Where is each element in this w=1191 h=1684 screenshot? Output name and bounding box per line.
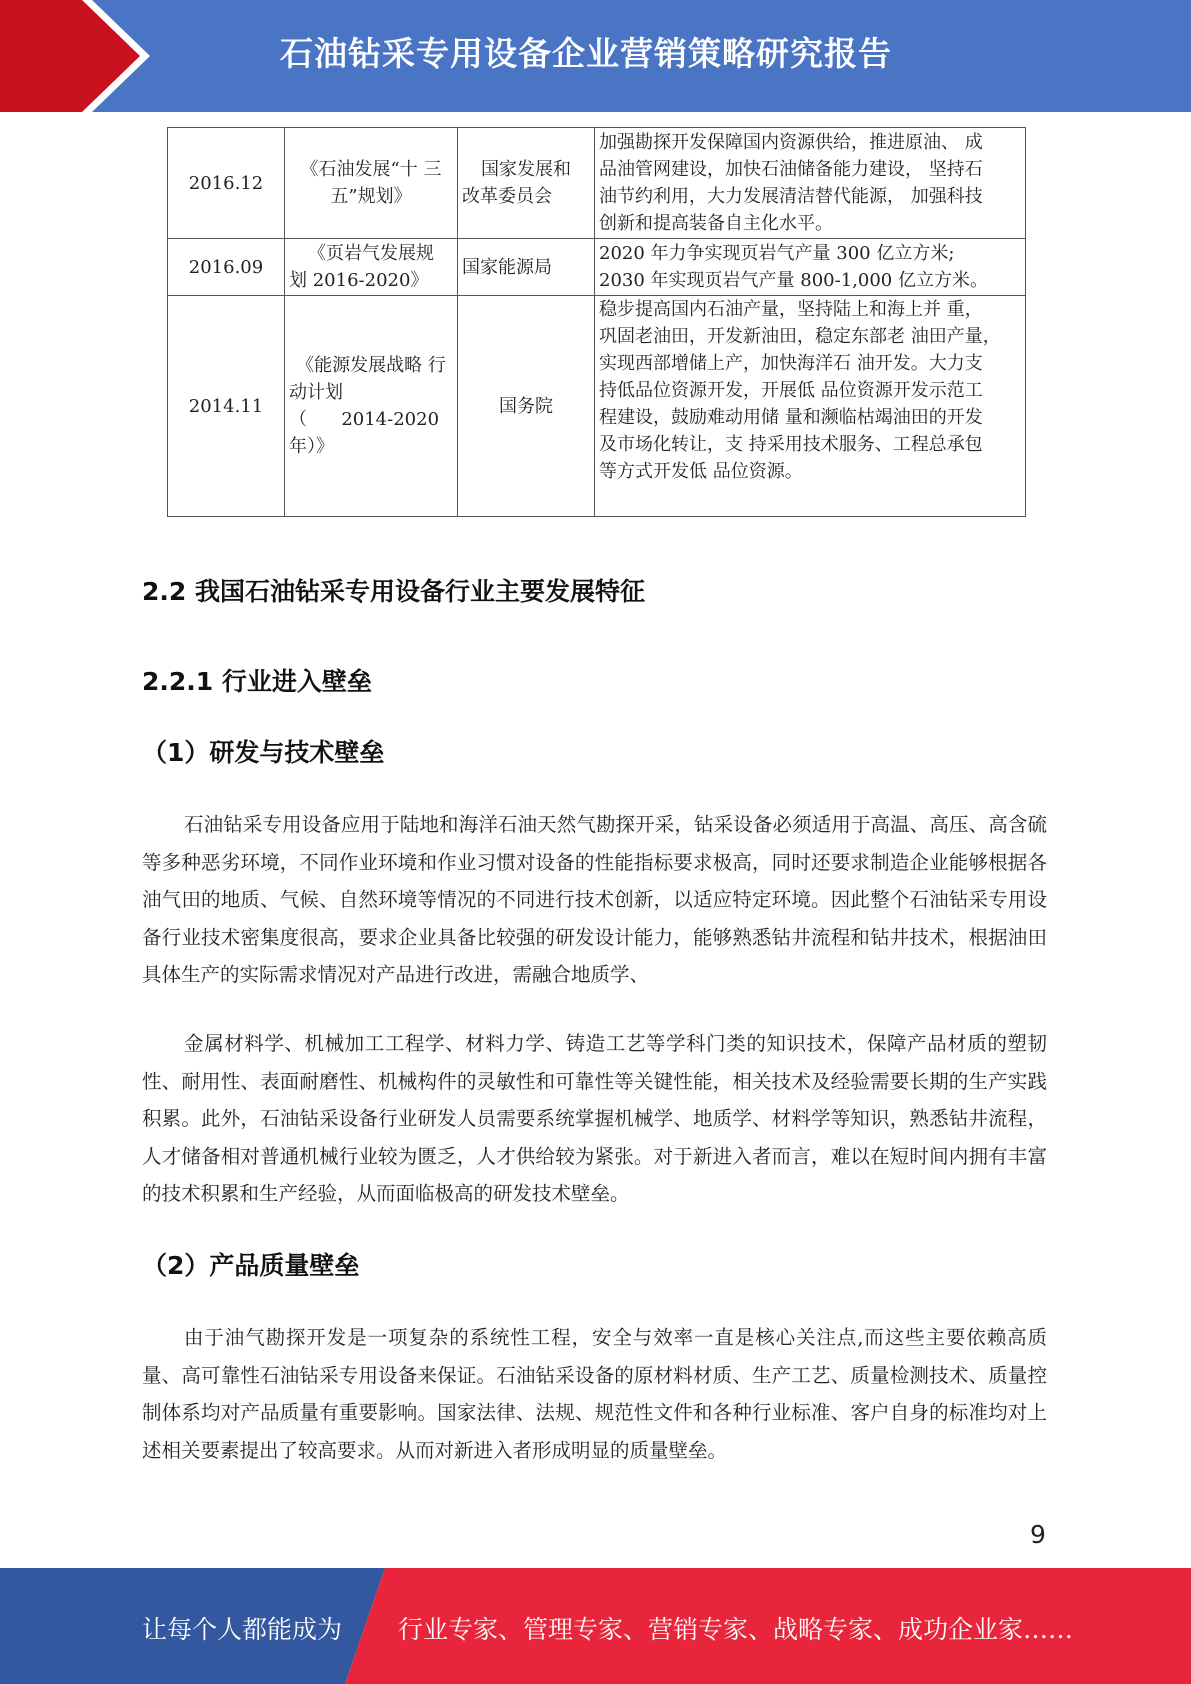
report-title: 石油钻采专用设备企业营销策略研究报告 — [280, 34, 892, 73]
table-row — [168, 296, 1026, 517]
paragraph-text: 由于油气勘探开发是一项复杂的系统性工程，安全与效率一直是核心关注点,而这些主要依赖高质量、高可靠性石油钻采专用设备来保证。石油钻采设备的原材料材质、生产工艺、质量检测技术、质量控制体系均对产品质量有重要影响。国家法律、法规、规范性文件和各种行业标准、客户自身的标准均对上述相关要素提出了较高要求。从而对新进入者形成明显的质量壁垒。 — [142, 1326, 1047, 1462]
cell-date: 2016.12 — [168, 128, 285, 239]
org-line: 改革委员会 — [462, 186, 552, 207]
cell-document — [285, 296, 458, 517]
table-row — [168, 239, 1026, 296]
content-line: 实现西部增储上产，加快海洋石 油开发。大力支 — [599, 353, 983, 374]
section-heading-2-2-1: 2.2.1 行业进入壁垒 — [142, 667, 372, 696]
content-line: 持低品位资源开发，开展低 品位资源开发示范工 — [599, 380, 983, 401]
doc-line: 《页岩气发展规 — [308, 243, 434, 264]
doc-line: 《石油发展“十 三 — [300, 159, 442, 180]
cell-content — [595, 128, 1026, 239]
footer-slogan-right: 行业专家、管理专家、营销专家、战略专家、成功企业家…… — [398, 1615, 1074, 1644]
cell-content — [595, 296, 1026, 517]
content-line: 创新和提高装备自主化水平。 — [599, 213, 833, 234]
cell-date: 2014.11 — [168, 296, 285, 517]
paragraph-rd-1 — [142, 806, 1047, 994]
doc-line: 《能源发展战略 行 — [296, 355, 446, 376]
cell-organization — [458, 239, 595, 296]
cell-document — [285, 239, 458, 296]
footer-slogan-left: 让每个人都能成为 — [142, 1615, 343, 1644]
paragraph-text: 石油钻采专用设备应用于陆地和海洋石油天然气勘探开采，钻采设备必须适用于高温、高压、高含硫等多种恶劣环境，不同作业环境和作业习惯对设备的性能指标要求极高，同时还要求制造企业能够根据各油气田的地质、气候、自然环境等情况的不同进行技术创新，以适应特定环境。因此整个石油钻采专用设备行业技术密集度很高，要求企业具备比较强的研发设计能力，能够熟悉钻井流程和钻井技术，根据油田具体生产的实际需求情况对产品进行改进，需融合地质学、 — [142, 813, 1047, 986]
content-line: 2020 年力争实现页岩气产量 300 亿立方米; — [599, 243, 955, 264]
content-line: 品油管网建设，加快石油储备能力建设， 坚持石 — [599, 159, 983, 180]
section-heading-2-2: 2.2 我国石油钻采专用设备行业主要发展特征 — [142, 577, 645, 606]
paragraph-quality — [142, 1319, 1047, 1469]
doc-line: 年）》 — [289, 436, 334, 457]
cell-organization — [458, 128, 595, 239]
content-line: 及市场化转让，支 持采用技术服务、工程总承包 — [599, 434, 983, 455]
cell-document — [285, 128, 458, 239]
paragraph-rd-2 — [142, 1025, 1047, 1213]
cell-content — [595, 239, 1026, 296]
header-chevron-decoration — [0, 0, 160, 112]
org-line: 国家能源局 — [462, 256, 552, 278]
cell-date: 2016.09 — [168, 239, 285, 296]
subheading-quality-barrier: （2）产品质量壁垒 — [142, 1251, 360, 1280]
content-line: 2030 年实现页岩气产量 800-1,000 亿立方米。 — [599, 270, 988, 291]
doc-line: 动计划 — [289, 382, 343, 403]
content-line: 油节约利用，大力发展清洁替代能源， 加强科技 — [599, 186, 983, 207]
cell-organization — [458, 296, 595, 517]
doc-line: 划 2016-2020》 — [289, 270, 429, 291]
report-footer — [0, 1568, 1191, 1684]
content-line: 巩固老油田，开发新油田，稳定东部老 油田产量， — [599, 326, 1001, 347]
content-line: 稳步提高国内石油产量，坚持陆上和海上并 重， — [599, 299, 983, 320]
doc-line: 五”规划》 — [330, 186, 412, 207]
page-number: 9 — [1030, 1520, 1046, 1549]
org-line: 国家发展和 — [481, 159, 571, 180]
content-line: 程建设，鼓励难动用储 量和濒临枯竭油田的开发 — [599, 407, 983, 428]
report-header — [0, 0, 1191, 112]
table-row — [168, 128, 1026, 239]
subheading-rd-barrier: （1）研发与技术壁垒 — [142, 738, 385, 767]
policy-table — [167, 127, 1026, 517]
paragraph-text: 金属材料学、机械加工工程学、材料力学、铸造工艺等学科门类的知识技术，保障产品材质的塑韧性、耐用性、表面耐磨性、机械构件的灵敏性和可靠性等关键性能，相关技术及经验需要长期的生产实践积累。此外，石油钻采设备行业研发人员需要系统掌握机械学、地质学、材料学等知识，熟悉钻井流程，人才储备相对普通机械行业较为匮乏，人才供给较为紧张。对于新进入者而言，难以在短时间内拥有丰富的技术积累和生产经验，从而面临极高的研发技术壁垒。 — [142, 1032, 1047, 1205]
org-line: 国务院 — [499, 395, 553, 417]
content-line: 等方式开发低 品位资源。 — [599, 461, 803, 482]
content-line: 加强勘探开发保障国内资源供给，推进原油、 成 — [599, 132, 983, 153]
doc-line: （ 2014-2020 — [289, 409, 440, 430]
